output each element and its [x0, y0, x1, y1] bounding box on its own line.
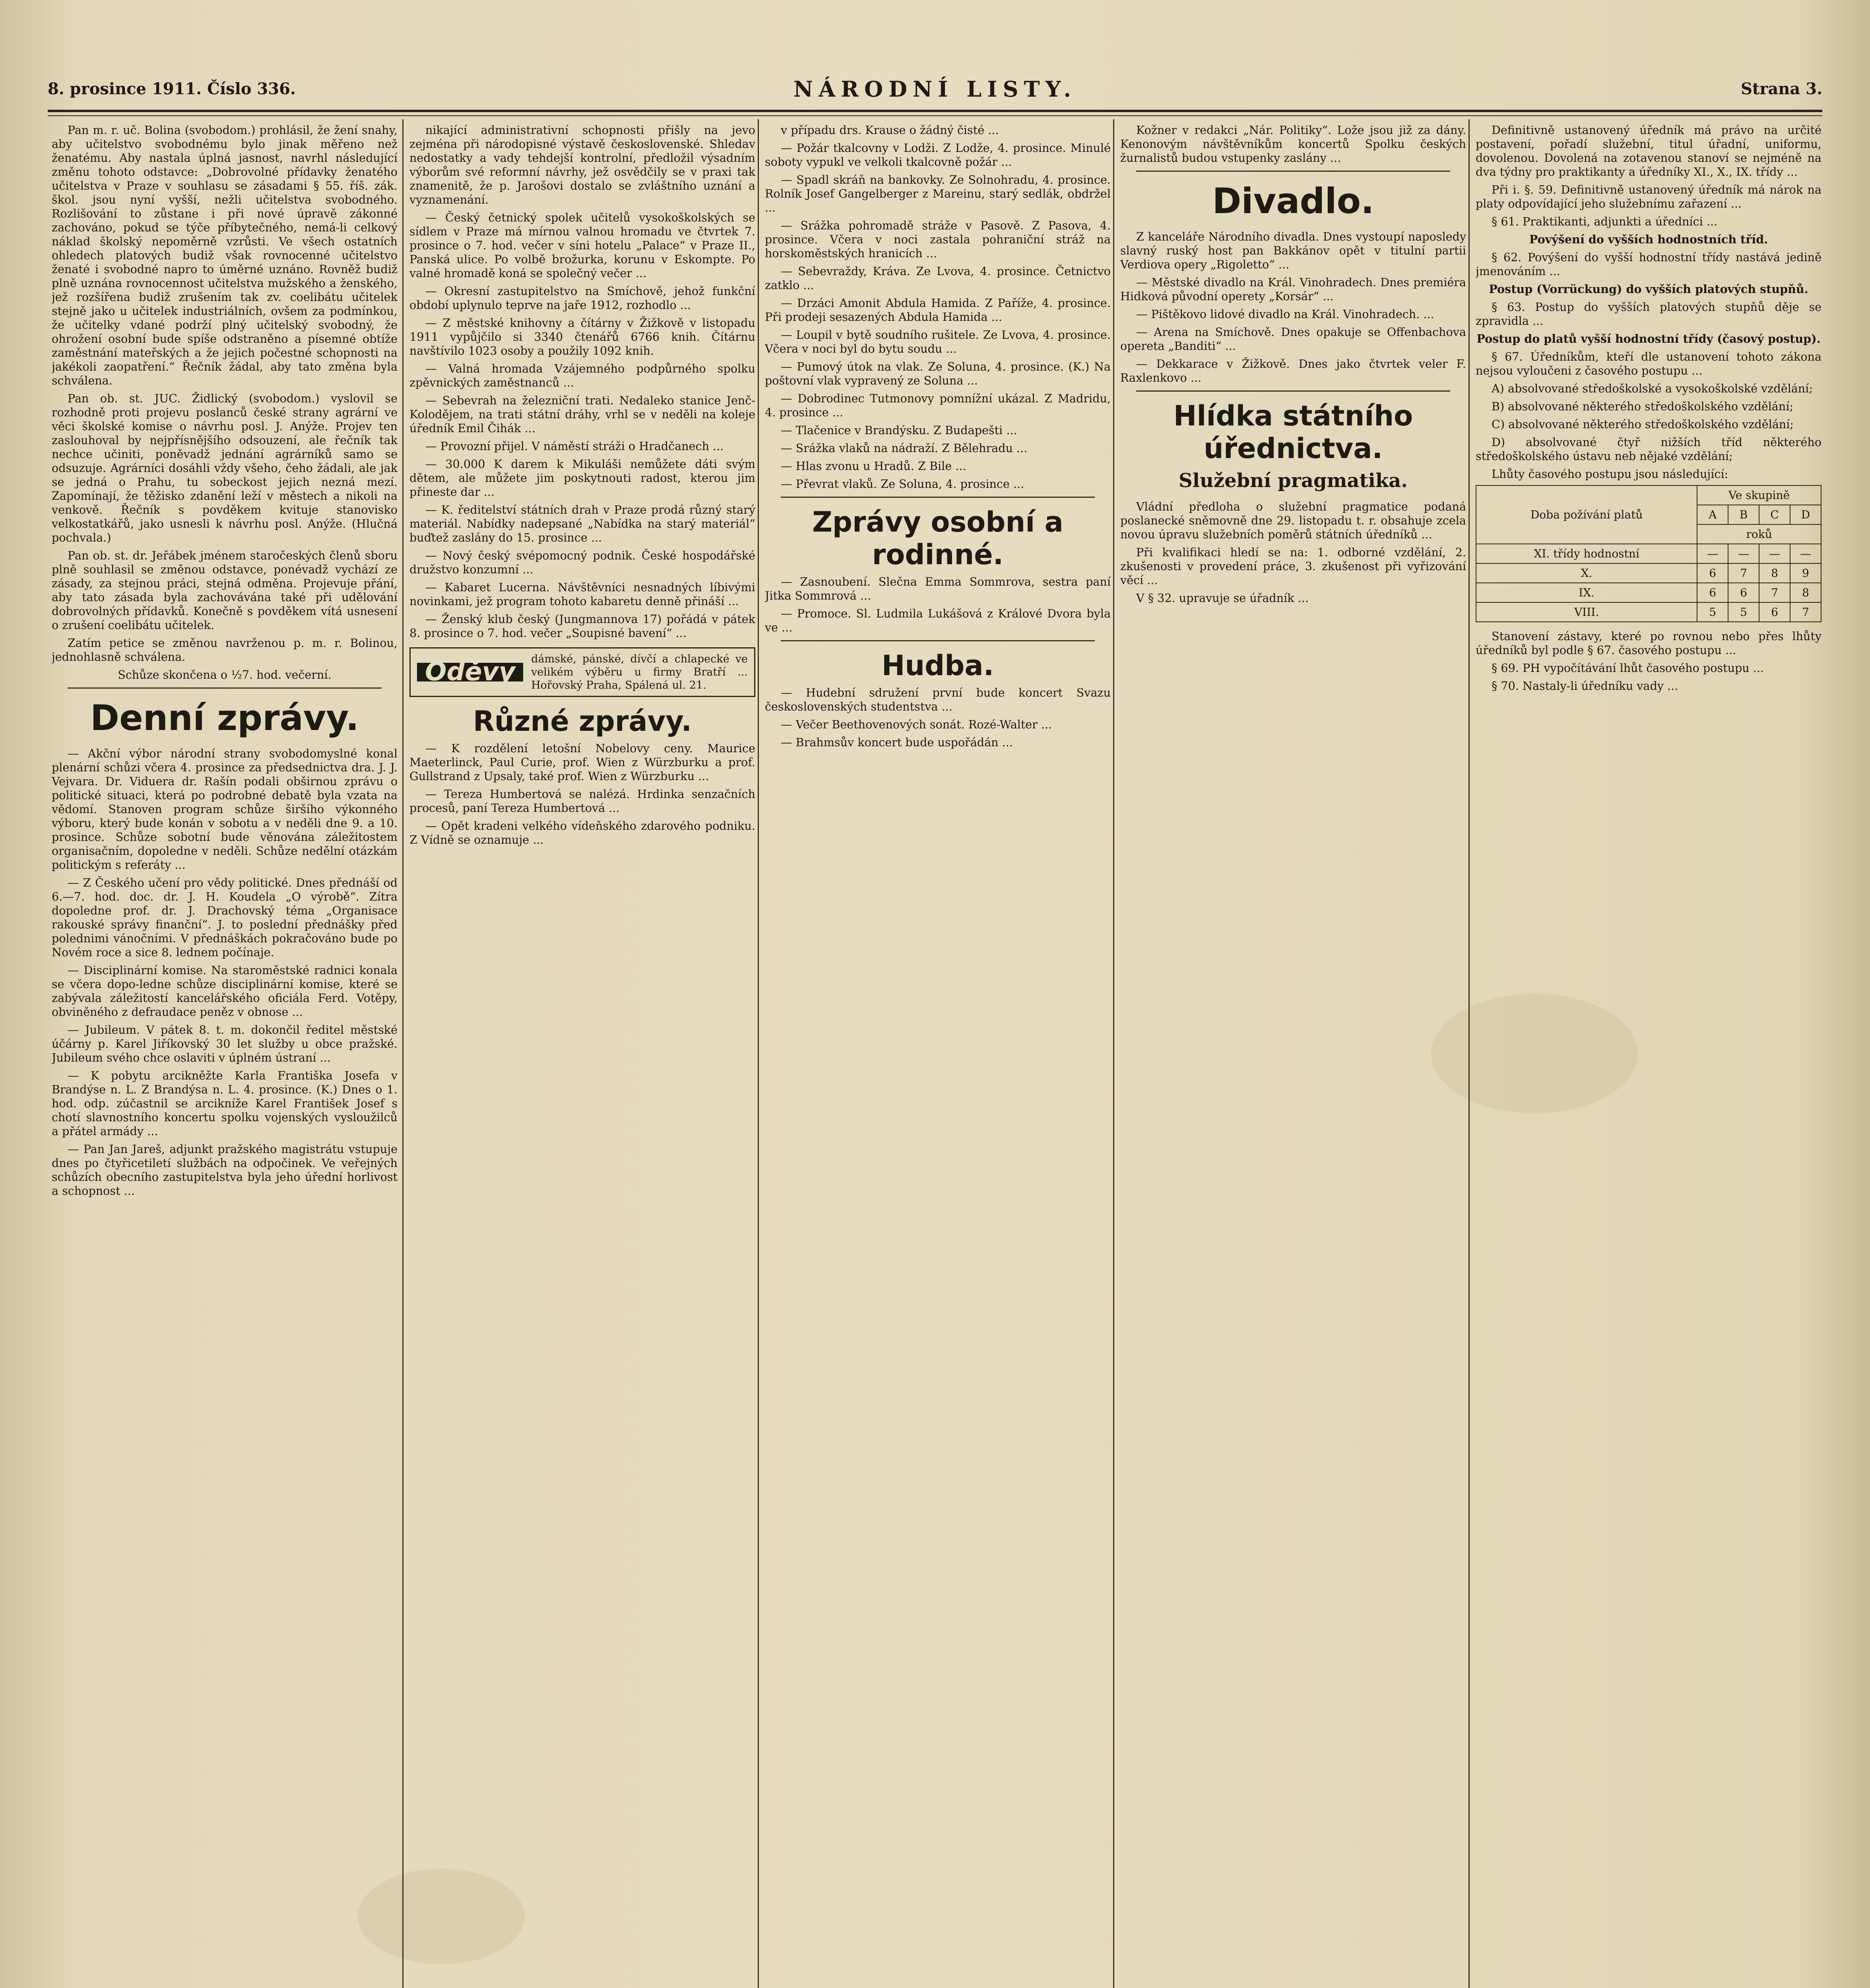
- table-cell: 5: [1728, 602, 1759, 622]
- table-cell: 5: [1697, 602, 1728, 622]
- news-item: — Ženský klub český (Jungmannova 17) pořádá v pátek 8. prosince o 7. hod. večer „Soupisné bavení“ ...: [409, 612, 755, 640]
- subheading: Povýšení do vyšších hodnostních tříd.: [1529, 233, 1768, 246]
- theatre-item: — Dekkarace v Žižkově. Dnes jako čtvrtek veler F. Raxlenkovo ...: [1120, 357, 1466, 384]
- article-paragraph: Vládní předloha o služební pragmatice podaná poslanecké sněmovně dne 29. listopadu t. r. obsahuje zcela novou úpravu služebních poměrů státních úředníků ...: [1120, 500, 1466, 541]
- section-rule: [781, 497, 1095, 498]
- article-paragraph: Definitivně ustanovený úředník má právo na určité postavení, pořadí služební, titul úřadní, uniformu, dovolenou. Dovolená na zotavenou stanoví se nejméně na dva týdny pro praktikanty a úředníky XI., X., IX. třídy ...: [1476, 123, 1822, 179]
- theatre-item: — Městské divadlo na Král. Vinohradech. Dnes premiéra Hidková původní operety „Korsár“ ...: [1120, 276, 1466, 303]
- section-heading-zpravy-osobni: Zprávy osobní a rodinné.: [812, 506, 1063, 571]
- news-item: — Dobrodinec Tutmonovy pomnížní ukázal. Z Madridu, 4. prosince ...: [765, 392, 1111, 419]
- table-cell: 6: [1728, 583, 1759, 602]
- article-paragraph: § 61. Praktikanti, adjunkti a úředníci ...: [1492, 215, 1718, 228]
- news-item: — Hlas zvonu u Hradů. Z Bile ...: [781, 459, 966, 473]
- subheading-sluzebni-pragmatika: Služební pragmatika.: [1179, 470, 1408, 492]
- table-header-doba: Doba požívání platů: [1476, 485, 1697, 544]
- section-rule: [1136, 390, 1450, 392]
- table-cell: 8: [1790, 583, 1821, 602]
- section-heading-divadlo: Divadlo.: [1212, 181, 1374, 221]
- section-heading-hudba: Hudba.: [881, 649, 994, 682]
- article-paragraph: V § 32. upravuje se úřadník ...: [1136, 591, 1309, 605]
- ad-logo: Oděvy: [417, 663, 523, 681]
- news-item: — Pumový útok na vlak. Ze Soluna, 4. prosince. (K.) Na poštovní vlak vypravený ze Soluna ...: [765, 360, 1111, 387]
- news-item: — Srážka pohromadě stráže v Pasově. Z Pasova, 4. prosince. Včera v noci zastala pohraniční stráž na horskoměstských hranicích ...: [765, 219, 1111, 260]
- article-paragraph: § 69. PH vypočítávání lhůt časového postupu ...: [1492, 661, 1764, 675]
- news-item: — Převrat vlaků. Ze Soluna, 4. prosince ...: [781, 477, 1024, 491]
- news-item: — Sebevraždy, Kráva. Ze Lvova, 4. prosince. Četnictvo zatklo ...: [765, 264, 1111, 292]
- news-item: — Nový český svépomocný podnik. České hospodářské družstvo konzumní ...: [409, 549, 755, 576]
- masthead: [48, 76, 1822, 103]
- table-cell: —: [1728, 544, 1759, 563]
- news-item: — Z městské knihovny a čítárny v Žižkově v listopadu 1911 vypůjčilo si 3340 čtenářů 6766 knih. Čítárnu navštívilo 1023 osoby a použily 1092 knih.: [409, 316, 755, 357]
- article-paragraph: Pan m. r. uč. Bolina (svobodom.) prohlásil, že žení snahy, aby učitelstvo svobodnému bylo jinak měřeno než ženatému. Aby nastala úplná jasnost, navrhl následující změnu tohoto odstavce: „Dobrovolné přídavky ženatého učitelstva v Praze v souhlasu se zásadami § 55. říš. zák. škol. jsou nyní vyšší, nežli učitelstva svobodného. Rozlišování to zůstane i při nové úpravě zákonné zachováno, pokud se týče příbytečného, nemá-li celkový náklad školský nepoměrně vzrůsti. Ve všech ostatních ohledech platových budiž však rovnocenné učitelstvo ženaté i svobodné napro to úměrné uznáno. Rovněž budiž plně uznána rovnocennost učitelstva mužského a ženského, jež rozšířena budiž zrušením tak zv. coelibátu učitelek stejně jako u učitelek industriálních, ovšem za podmínkou, že učitelky vdané podrží plný učitelský svobodný, že ohrožení osobní bude spíše odstraněno a písemné obtíže zaměstnání mateřských a že jejich počestné schopnosti na jakékoli zaopatření.“ Řečník žádal, aby tato změna byla schválena.: [52, 123, 398, 387]
- news-item: — K rozdělení letošní Nobelovy ceny. Maurice Maeterlinck, Paul Curie, prof. Wien z Würzburku a prof. Gullstrand z Upsaly, také prof. Wien z Würzburku ...: [409, 742, 755, 783]
- news-item: — Jubileum. V pátek 8. t. m. dokončil ředitel městské účárny p. Karel Jiříkovský 30 let služby u obce pražské. Jubileum svého chce oslaviti v úplném ústraní ...: [52, 1023, 398, 1064]
- article-paragraph: C) absolvované některého středoškolského vzdělání;: [1492, 417, 1794, 431]
- theatre-item: Z kanceláře Národního divadla. Dnes vystoupí naposledy slavný ruský host pan Bakkánov opět v titulní partii Verdiova opery „Rigoletto“ ...: [1120, 230, 1466, 271]
- column-divider: [402, 119, 403, 1988]
- article-paragraph: Zatím petice se změnou navrženou p. m. r. Bolinou, jednohlasně schválena.: [52, 636, 398, 664]
- issue-date: 8. prosince 1911. Číslo 336.: [48, 80, 296, 98]
- column-4: [1120, 123, 1466, 1988]
- table-group-a: A: [1697, 505, 1728, 524]
- table-cell: 6: [1759, 602, 1790, 622]
- subheading: Postup do platů vyšší hodnostní třídy (časový postup).: [1476, 332, 1821, 346]
- table-group-b: B: [1728, 505, 1759, 524]
- section-heading-ruzne-zpravy: Různé zprávy.: [473, 705, 692, 738]
- section-heading-denni-zpravy: Denní zprávy.: [90, 697, 359, 738]
- table-row-label: XI. třídy hodnostní: [1476, 544, 1697, 563]
- table-row: [1476, 583, 1821, 602]
- table-cell: —: [1759, 544, 1790, 563]
- masthead-rule: [48, 110, 1822, 112]
- section-rule: [68, 687, 382, 689]
- page-number: Strana 3.: [1740, 80, 1822, 98]
- article-paragraph: A) absolvované středoškolské a vysokoškolské vzdělání;: [1492, 382, 1813, 395]
- article-paragraph: v případu drs. Krause o žádný čisté ...: [781, 123, 999, 137]
- table-cell: 8: [1759, 563, 1790, 583]
- table-cell: 6: [1697, 563, 1728, 583]
- news-item: — Tereza Humbertová se nalézá. Hrdinka senzačních procesů, paní Tereza Humbertová ...: [409, 787, 755, 815]
- news-item: — K. ředitelství státních drah v Praze prodá různý starý materiál. Nabídky nadepsané „Nabídka na starý materiál“ buďtež zaslány do 15. prosince ...: [409, 503, 755, 544]
- table-cell: 6: [1697, 583, 1728, 602]
- article-paragraph: § 70. Nastaly-li úředníku vady ...: [1492, 679, 1678, 693]
- news-item: — Okresní zastupitelstvo na Smíchově, jehož funkční období uplynulo teprve na jaře 1912, rozhodlo ...: [409, 284, 755, 312]
- column-2: [409, 123, 755, 1988]
- table-row: [1476, 544, 1821, 563]
- news-item: — Hudební sdružení první bude koncert Svazu československých studentstva ...: [765, 686, 1111, 713]
- table-group-c: C: [1759, 505, 1790, 524]
- news-item: — Zasnoubení. Slečna Emma Sommrova, sestra paní Jitka Sommrová ...: [765, 575, 1111, 602]
- theatre-item: — Pištěkovo lidové divadlo na Král. Vinohradech. ...: [1136, 307, 1434, 321]
- theatre-item: — Arena na Smíchově. Dnes opakuje se Offenbachova opereta „Banditi“ ...: [1120, 325, 1466, 353]
- news-item: — Valná hromada Vzájemného podpůrného spolku zpěvnických zaměstnanců ...: [409, 362, 755, 389]
- news-item: — Český četnický spolek učitelů vysokoškolských se sídlem v Praze má mírnou valnou hromadu ve čtvrtek 7. prosince o 7. hod. večer v síni hotelu „Palace“ v Praze II., Panská ulice. Po volbě brožurka, korunu v Eskompte. Po valné hromadě koná se společný večer ...: [409, 211, 755, 280]
- subheading: Postup (Vorrückung) do vyšších platových stupňů.: [1489, 282, 1808, 296]
- news-item: — Požár tkalcovny v Lodži. Z Lodže, 4. prosince. Minulé soboty vypukl ve velkoli tkalcovně požár ...: [765, 141, 1111, 169]
- news-item: — Loupil v bytě soudního rušitele. Ze Lvova, 4. prosince. Včera v noci byl do bytu soudu ...: [765, 328, 1111, 355]
- news-item: — Tlačenice v Brandýsku. Z Budapešti ...: [781, 423, 1017, 437]
- table-group-d: D: [1790, 505, 1821, 524]
- table-row: [1476, 563, 1821, 583]
- table-row: [1476, 602, 1821, 622]
- news-item: — Srážka vlaků na nádraží. Z Bělehradu ...: [781, 441, 1028, 455]
- article-paragraph: § 62. Povýšení do vyšší hodnostní třídy nastává jedině jmenováním ...: [1476, 250, 1822, 278]
- news-item: — Opět kradeni velkého vídeňského zdarového podniku. Z Vídně se oznamuje ...: [409, 819, 755, 846]
- column-divider: [1468, 119, 1470, 1988]
- column-divider: [758, 119, 759, 1988]
- article-paragraph: Stanovení zástavy, které po rovnou nebo přes lhůty úředníků byl podle § 67. časového postupu ...: [1476, 629, 1822, 657]
- table-caption: Lhůty časového postupu jsou následující:: [1492, 467, 1728, 481]
- article-paragraph: § 67. Úředníkům, kteří dle ustanovení tohoto zákona nejsou vyloučeni z časového postupu ...: [1476, 350, 1822, 377]
- news-item: — 30.000 K darem k Mikuláši nemůžete dáti svým dětem, ale můžete jim poskytnouti radost, kterou jim přineste dar ...: [409, 457, 755, 499]
- news-item: — Provozní přijel. V náměstí stráži o Hradčanech ...: [425, 439, 724, 453]
- section-rule: [781, 640, 1095, 641]
- table-header-roku: roků: [1697, 524, 1821, 544]
- advertisement: [409, 647, 755, 697]
- table-cell: —: [1790, 544, 1821, 563]
- news-item: — Kabaret Lucerna. Návštěvníci nesnadných líbivými novinkami, jež program tohoto kabaretu denně přináší ...: [409, 580, 755, 608]
- news-item: — Pan Jan Jareš, adjunkt pražského magistrátu vstupuje dnes po čtyřicetiletí službách na odpočinek. Ve veřejných schůzích obecního zastupitelstva byla jeho úřední horlivost a schopnost ...: [52, 1142, 398, 1198]
- table-row-label: IX.: [1476, 583, 1697, 602]
- table-row-label: VIII.: [1476, 602, 1697, 622]
- column-1: [52, 123, 398, 1988]
- article-paragraph: B) absolvované některého středoškolského vzdělání;: [1492, 400, 1794, 413]
- column-divider: [1113, 119, 1114, 1988]
- article-paragraph: Při kvalifikaci hledí se na: 1. odborné vzdělání, 2. zkušenosti v provedení práce, 3. zkušenost při vyřizování věcí ...: [1120, 546, 1466, 587]
- article-paragraph: Kožner v redakci „Nár. Politiky“. Lože jsou již za dány. Kenonovým návštěvníkům koncertů Spolku českých žurnalistů budou vstupenky zaslány ...: [1120, 123, 1466, 165]
- masthead-rule-thin: [48, 115, 1822, 116]
- ad-text: dámské, pánské, dívčí a chlapecké ve velikém výběru u firmy Bratří ... Hořovský Praha, Spálená ul. 21.: [531, 653, 748, 691]
- table-cell: 7: [1759, 583, 1790, 602]
- column-5: [1476, 123, 1822, 1988]
- news-item: — Sebevrah na železniční trati. Nedaleko stanice Jenč-Kolodějem, na trati státní dráhy, vrhl se v neděli na koleje úředník Emil Čihák ...: [409, 394, 755, 435]
- article-paragraph: Pan ob. st. dr. Jeřábek jménem staročeských členů sboru plně souhlasil se změnou odstavce, ponévadž vychází ze zásady, za stejnou práci, stejná odměna. Projevuje přání, aby tato zásada byla zachovávána také při udělování dobrovolných přídavků. Konečně s povděkem vítá usnesení o zrušení coelibátu učitelek.: [52, 549, 398, 632]
- section-heading-hlidka: Hlídka státního úřednictva.: [1173, 400, 1413, 465]
- table-cell: 7: [1790, 602, 1821, 622]
- table-cell: 9: [1790, 563, 1821, 583]
- news-item: — Večer Beethovenových sonát. Rozé-Walter ...: [781, 718, 1052, 731]
- news-item: — Drzáci Amonit Abdula Hamida. Z Paříže, 4. prosince. Při prodeji sesazených Abdula Hamida ...: [765, 296, 1111, 324]
- article-paragraph: D) absolvované čtyř nižších tříd některého středoškolského ústavu neb nějaké vzdělání;: [1476, 435, 1822, 463]
- article-paragraph: nikající administrativní schopnosti přišly na jevo zejména při národopisné výstavě československé. Shledav nedostatky a vady tehdejší kontrolní, předložil výsadním výborům své reformní návrhy, jež osvědčily se v praxi tak znamenitě, že p. Jarošovi dostalo se zvláštního uznání a vyznamenání.: [409, 123, 755, 206]
- news-item: — K pobytu arcikněžte Karla Františka Josefa v Brandýse n. L. Z Brandýsa n. L. 4. prosince. (K.) Dnes o 1. hod. odp. zúčastnil se arcikníže Karel František Josef s chotí slavnostního koncertu spolku vojenských vysloužilců a přátel armády ...: [52, 1069, 398, 1138]
- news-item: — Akční výbor národní strany svobodomyslné konal plenární schůzi včera 4. prosince za předsednictva dra. J. J. Vejvara. Dr. Viduera dr. Rašín podali obširnou zprávu o politické situaci, která po podrobné debatě byla vzata na vědomí. Stanoven program schůze širšího výkonného výboru, který bude konán v sobotu a v neděli dne 9. a 10. prosince. Schůze sobotní bude věnována záležitostem organisačním, dopoledne v neděli. Schůze nedělní otázkám politickým s referáty ...: [52, 747, 398, 872]
- news-item: — Disciplinární komise. Na staroměstské radnici konala se včera dopo-ledne schůze disciplinární komise, které se zabývala záležitostí kancelářského oficiála Ferd. Votěpy, obviněného z defraudace peněz v obnose ...: [52, 963, 398, 1019]
- article-paragraph: Schůze skončena o ½7. hod. večerní.: [118, 668, 332, 681]
- column-3: [765, 123, 1111, 1988]
- news-item: — Promoce. Sl. Ludmila Lukášová z Králové Dvora byla ve ...: [765, 607, 1111, 634]
- article-paragraph: Pan ob. st. JUC. Židlický (svobodom.) vyslovil se rozhodně proti projevu poslanců české strany agrární ve věci školské komise o návrhu posl. J. Anýže. Projev ten zaslouhoval by nejpřísnějšího odsouzení, ale řečník tak nechce učiniti, poněvadž jednání agrárníků samo se odsuzuje. Agrárníci dosáhli vždy všeho, čeho žádali, ale jak se jedná o Prahu, tu sobeckost jejich nezná mezí. Zapomínají, že těžisko zdanění leží v městech a nikoli na venkově. Řečník s povděkem kvituje stanovisko velkostatkářů, jako usnesli k návrhu posl. Anýže. (Hlučná pochvala.): [52, 392, 398, 544]
- news-item: — Z Českého učení pro vědy politické. Dnes přednáší od 6.—7. hod. doc. dr. J. H. Koudela „O výrobě“. Zítra dopoledne prof. dr. J. Drachovský téma „Organisace rakouské správy finanční“. J. to poslední přednášky před polednimi vánočními. V přednáškách pokračováno bude po Novém roce a sice 8. lednem počínaje.: [52, 876, 398, 959]
- section-rule: [1136, 171, 1450, 172]
- newspaper-title: NÁRODNÍ LISTY.: [793, 76, 1077, 102]
- article-paragraph: § 63. Postup do vyšších platových stupňů děje se zpravidla ...: [1476, 300, 1822, 328]
- news-item: — Spadl skráň na bankovky. Ze Solnohradu, 4. prosince. Rolník Josef Gangelberger z Mareinu, starý sedlák, obdržel ...: [765, 173, 1111, 214]
- table-cell: 7: [1728, 563, 1759, 583]
- table-row-label: X.: [1476, 563, 1697, 583]
- time-limits-table: [1476, 485, 1822, 622]
- article-paragraph: Při i. §. 59. Definitivně ustanovený úředník má nárok na platy odpovídající jeho služebnímu zařazení ...: [1476, 183, 1822, 210]
- table-cell: —: [1697, 544, 1728, 563]
- news-item: — Brahmsův koncert bude uspořádán ...: [781, 736, 1013, 749]
- table-header-skupina: Ve skupině: [1697, 485, 1821, 505]
